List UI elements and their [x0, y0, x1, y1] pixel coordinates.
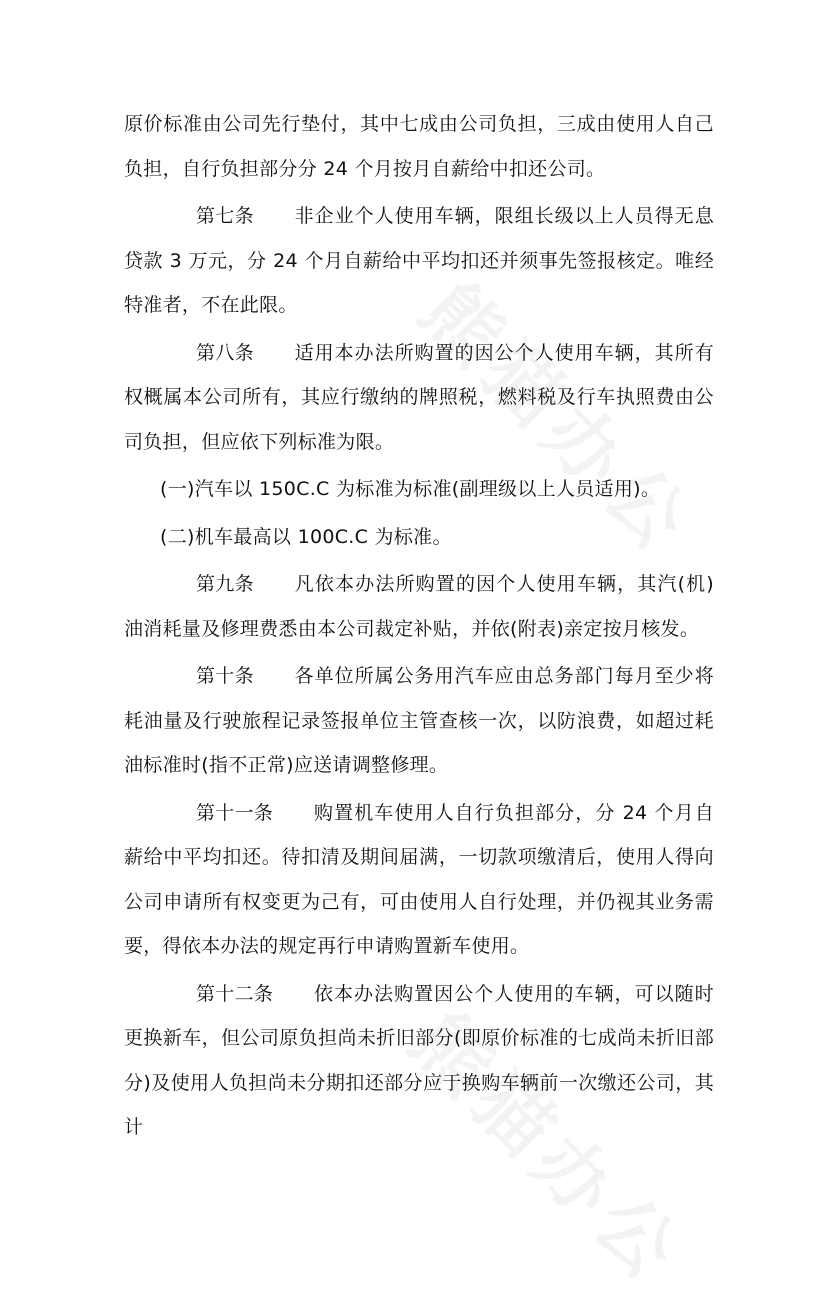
paragraph-text: 依本办法购置因公个人使用的车辆，可以随时更换新车，但公司原负担尚未折旧部分(即原价标准的七成尚未折旧部分)及使用人负担尚未分期扣还部分应于换购车辆前一次缴还公司，其计: [124, 982, 714, 1138]
paragraph-text: 各单位所属公务用汽车应由总务部门每月至少将耗油量及行驶旅程记录签报单位主管查核一次，以防浪费，如超过耗油标准时(指不正常)应送请调整修理。: [124, 665, 714, 776]
paragraph-text: 凡依本办法所购置的因个人使用车辆，其汽(机)油消耗量及修理费悉由本公司裁定补贴，并依(附表)亲定按月核发。: [124, 573, 714, 640]
article-11: [124, 791, 714, 969]
article-label: 第十二条: [196, 982, 274, 1005]
paragraph-text: 购置机车使用人自行负担部分，分 24 个月自薪给中平均扣还。待扣清及期间届满，一切款项缴清后，使用人得向公司申请所有权变更为己有，可由使用人自行处理，并仍视其业务需要，得依本办法的规定再行申请购置新车使用。: [124, 801, 714, 957]
article-8: [124, 331, 714, 465]
article-8-item-2: [124, 515, 714, 560]
paragraph-text: 原价标准由公司先行垫付，其中七成由公司负担，三成由使用人自己负担，自行负担部分分 24 个月按月自薪给中扣还公司。: [124, 113, 714, 180]
article-label: 第七条: [196, 205, 254, 227]
article-9: [124, 562, 714, 651]
paragraph-text: (一)汽车以 150C.C 为标准为标准(副理级以上人员适用)。: [160, 478, 661, 500]
paragraph-text: (二)机车最高以 100C.C 为标准。: [160, 525, 452, 548]
article-8-item-1: [124, 467, 714, 512]
article-label: 第八条: [196, 341, 254, 364]
paragraph-text: 非企业个人使用车辆，限组长级以上人员得无息贷款 3 万元，分 24 个月自薪给中平均扣还并须事先签报核定。唯经特准者，不在此限。: [124, 205, 714, 316]
document-body: [124, 102, 714, 1153]
article-label: 第十一条: [196, 801, 274, 824]
paragraph-text: 适用本办法所购置的因公个人使用车辆，其所有权概属本公司所有，其应行缴纳的牌照税，燃料税及行车执照费由公司负担，但应依下列标准为限。: [124, 341, 714, 453]
article-7: [124, 194, 714, 328]
article-10: [124, 654, 714, 788]
paragraph-continuation: [124, 102, 714, 191]
article-12: [124, 972, 714, 1150]
article-label: 第十条: [196, 665, 254, 687]
article-label: 第九条: [196, 573, 254, 595]
